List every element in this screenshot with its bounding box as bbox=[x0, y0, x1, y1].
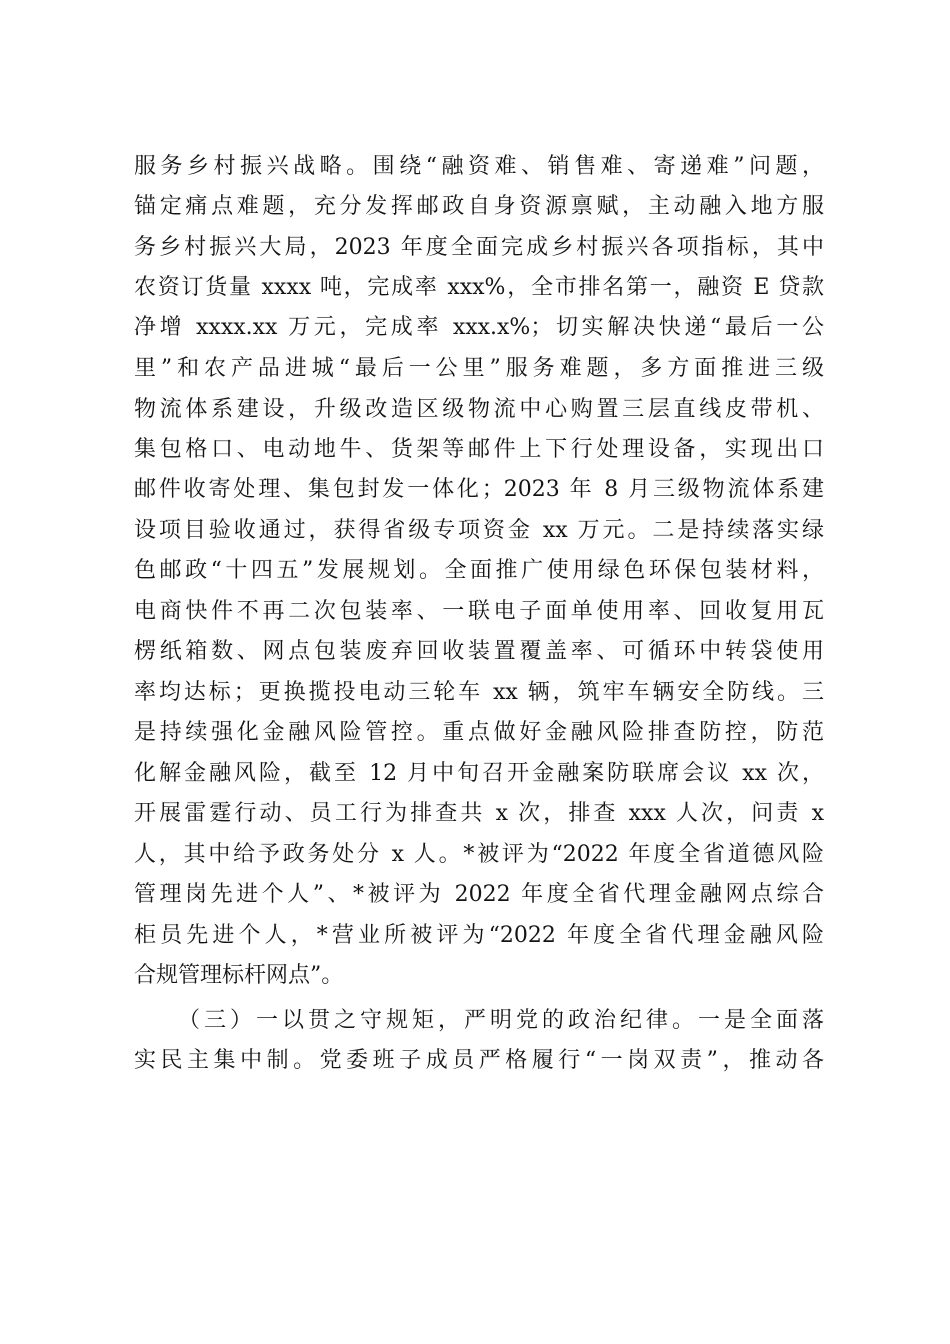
text-line-1: 服务乡村振兴战略。围绕“融资难、销售难、寄递难”问题， bbox=[134, 154, 824, 179]
text-line-11: 色邮政“十四五”发展规划。全面推广使用绿色环保包装材料， bbox=[134, 558, 824, 583]
text-line-2: 锚定痛点难题，充分发挥邮政自身资源禀赋，主动融入地方服 bbox=[134, 194, 824, 219]
text-line-19: 管理岗先进个人”、*被评为 2022 年度全省代理金融网点综合 bbox=[134, 882, 824, 907]
text-line-15: 是持续强化金融风险管控。重点做好金融风险排查防控，防范 bbox=[134, 720, 824, 745]
text-line-5: 净增 xxxx.xx 万元，完成率 xxx.x%；切实解决快递“最后一公 bbox=[134, 315, 824, 340]
text-line-4: 农资订货量 xxxx 吨，完成率 xxx%，全市排名第一，融资 E 贷款 bbox=[134, 275, 824, 300]
text-line-23: 实民主集中制。党委班子成员严格履行“一岗双责”，推动各 bbox=[134, 1048, 824, 1073]
text-line-3: 务乡村振兴大局，2023 年度全面完成乡村振兴各项指标，其中 bbox=[134, 235, 824, 260]
text-line-17: 开展雷霆行动、员工行为排查共 x 次，排查 xxx 人次，问责 x bbox=[134, 801, 824, 826]
text-line-13: 楞纸箱数、网点包装废弃回收装置覆盖率、可循环中转袋使用 bbox=[134, 639, 824, 664]
text-line-12: 电商快件不再二次包装率、一联电子面单使用率、回收复用瓦 bbox=[134, 599, 824, 624]
text-line-18: 人，其中给予政务处分 x 人。*被评为“2022 年度全省道德风险 bbox=[134, 842, 824, 867]
text-line-6: 里”和农产品进城“最后一公里”服务难题，多方面推进三级 bbox=[134, 356, 824, 381]
text-line-14: 率均达标；更换揽投电动三轮车 xx 辆，筑牢车辆安全防线。三 bbox=[134, 680, 824, 705]
text-line-21: 合规管理标杆网点”。 bbox=[134, 963, 344, 988]
text-line-10: 设项目验收通过，获得省级专项资金 xx 万元。二是持续落实绿 bbox=[134, 518, 824, 543]
text-line-20: 柜员先进个人，*营业所被评为“2022 年度全省代理金融风险 bbox=[134, 923, 824, 948]
text-line-8: 集包格口、电动地牛、货架等邮件上下行处理设备，实现出口 bbox=[134, 437, 824, 462]
text-line-7: 物流体系建设，升级改造区级物流中心购置三层直线皮带机、 bbox=[134, 397, 824, 422]
text-line-16: 化解金融风险，截至 12 月中旬召开金融案防联席会议 xx 次， bbox=[134, 761, 824, 786]
section-heading-line: （三）一以贯之守规矩，严明党的政治纪律。一是全面落 bbox=[178, 1008, 824, 1033]
text-line-9: 邮件收寄处理、集包封发一体化；2023 年 8 月三级物流体系建 bbox=[134, 477, 824, 502]
